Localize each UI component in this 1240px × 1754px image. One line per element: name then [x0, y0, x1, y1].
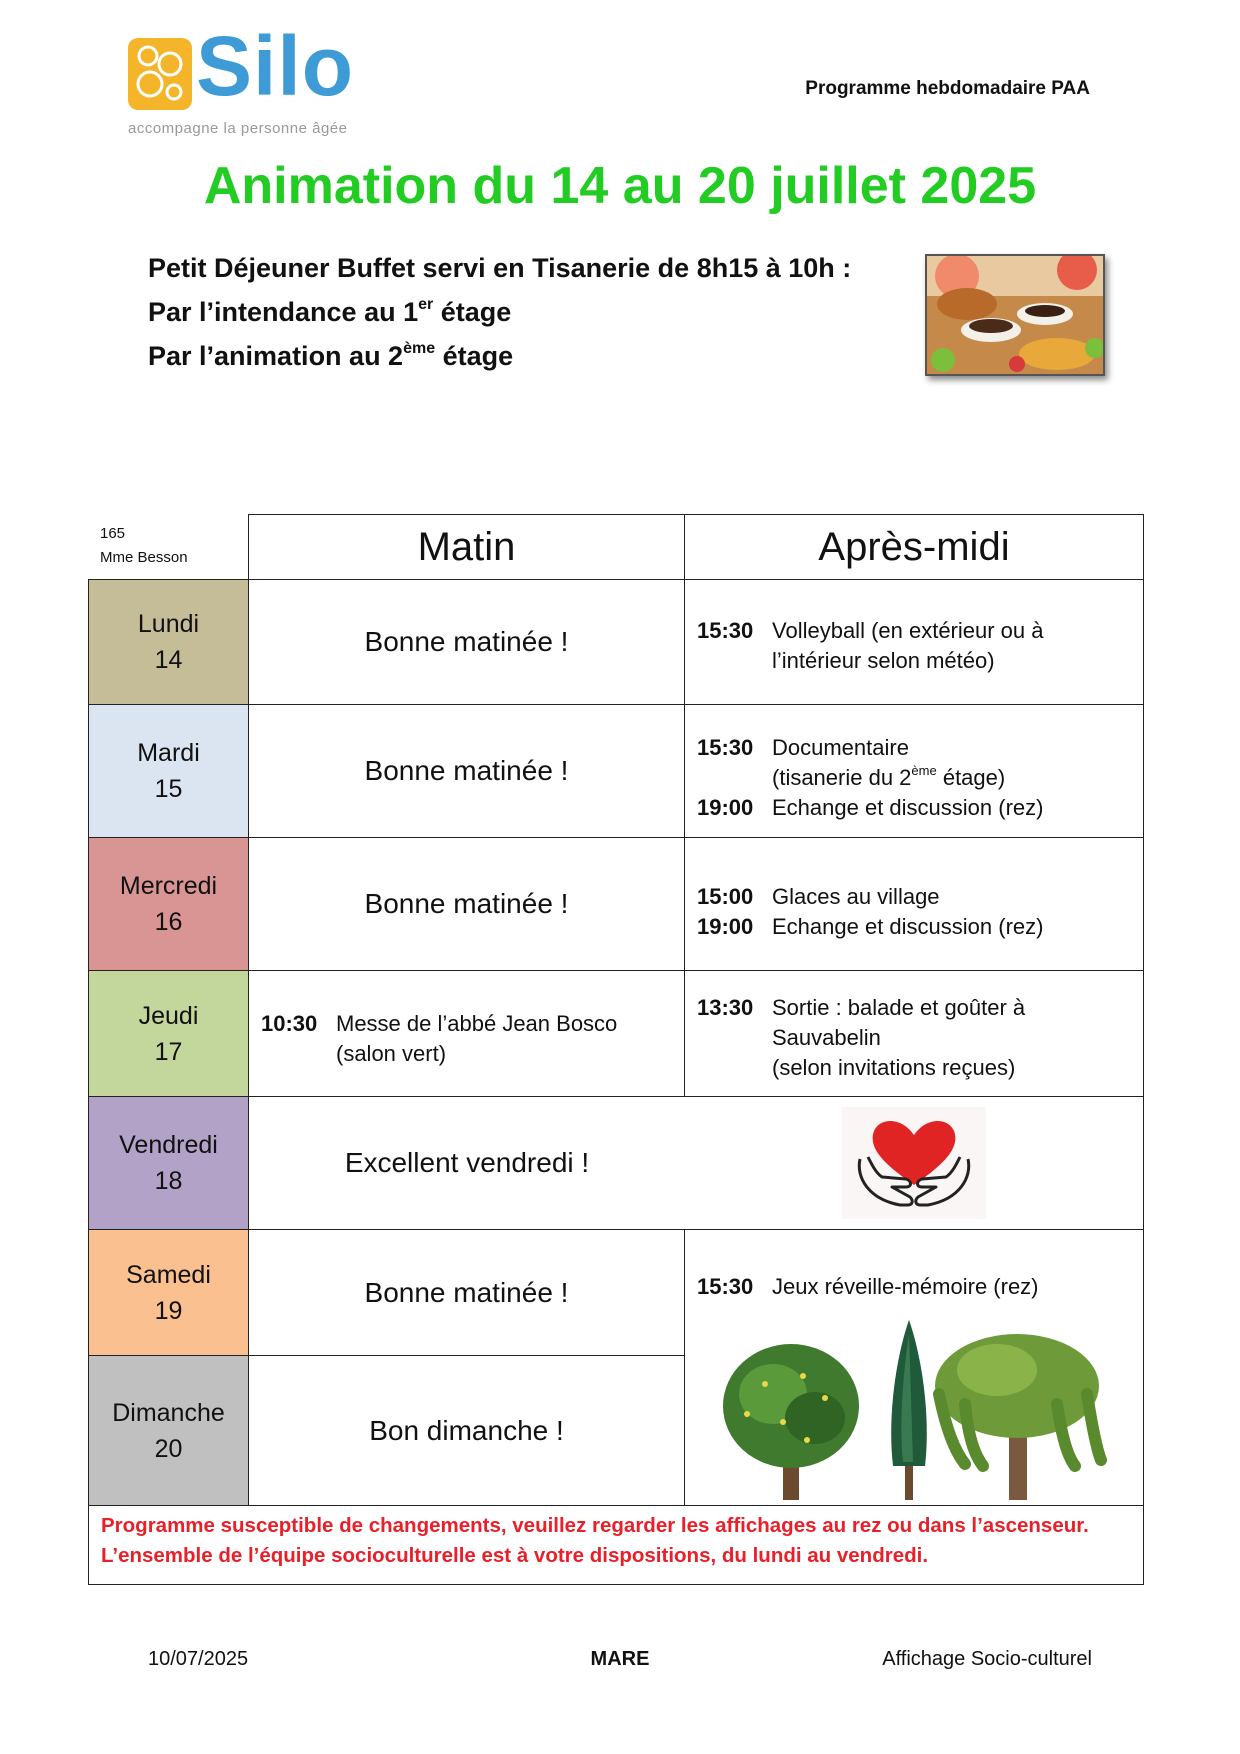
- monday-afternoon: [684, 579, 1144, 705]
- activity-time: 15:00: [697, 884, 754, 909]
- activity-time: 19:00: [697, 795, 754, 820]
- footer-center: MARE: [590, 1648, 650, 1670]
- activity-text: Sortie : balade et goûter à Sauvabelin (selon invitations reçues): [772, 995, 1026, 1080]
- activity-time: 19:00: [697, 914, 754, 939]
- day-name: Samedi: [126, 1260, 211, 1289]
- thursday-afternoon: [684, 970, 1144, 1097]
- logo-wordmark: Silo: [196, 19, 355, 113]
- meta-name: Mme Besson: [100, 549, 188, 566]
- weekend-afternoon: [684, 1229, 1144, 1506]
- meta-number: 165: [100, 525, 126, 542]
- saturday-morning: Bonne matinée !: [248, 1229, 685, 1356]
- day-cell-thursday: [88, 970, 249, 1097]
- logo-bubbles-icon: [128, 38, 192, 110]
- silo-logo: [128, 19, 388, 138]
- activity: [697, 733, 1143, 793]
- activity: [697, 1272, 1143, 1302]
- page-title: Animation du 14 au 20 juillet 2025: [203, 157, 1037, 215]
- day-name: Jeudi: [138, 1001, 199, 1030]
- trees-illustration: [707, 1314, 1119, 1500]
- day-number: 16: [154, 908, 183, 936]
- breakfast-line-1: Petit Déjeuner Buffet servi en Tisanerie de 8h15 à 10h :: [148, 253, 852, 283]
- breakfast-line-3: Par l’animation au 2ème étage: [148, 340, 514, 371]
- sunday-morning: Bon dimanche !: [248, 1355, 685, 1506]
- activity-text: Echange et discussion (rez): [772, 914, 1044, 939]
- activity-text: Echange et discussion (rez): [772, 795, 1044, 820]
- friday-all-day: [248, 1096, 1144, 1230]
- day-number: 18: [154, 1167, 183, 1195]
- day-number: 19: [154, 1296, 183, 1325]
- header-morning: Matin: [248, 514, 685, 580]
- activity-text: Jeux réveille-mémoire (rez): [772, 1274, 1039, 1299]
- table-meta: [100, 522, 188, 570]
- activity: [697, 793, 1143, 823]
- notice-line-2: L’ensemble de l’équipe socioculturelle est à votre dispositions, du lundi au vendredi.: [101, 1544, 929, 1567]
- footer-date: 10/07/2025: [148, 1648, 249, 1670]
- wednesday-morning: Bonne matinée !: [248, 837, 685, 971]
- day-name: Mardi: [137, 739, 200, 767]
- day-number: 17: [154, 1037, 183, 1066]
- day-cell-monday: [88, 579, 249, 705]
- day-cell-saturday: [88, 1229, 249, 1356]
- day-cell-wednesday: [88, 837, 249, 971]
- activity-text: Messe de l’abbé Jean Bosco (salon vert): [336, 1011, 618, 1066]
- day-number: 20: [154, 1434, 183, 1463]
- thursday-morning: [248, 970, 685, 1097]
- activity-text: Documentaire (tisanerie du 2ème étage): [772, 735, 1006, 790]
- day-cell-friday: [88, 1096, 249, 1230]
- activity: [697, 912, 1143, 942]
- day-name: Lundi: [137, 610, 200, 638]
- activity-time: 13:30: [697, 995, 754, 1020]
- activity: [697, 993, 1143, 1083]
- change-notice: [88, 1505, 1144, 1585]
- wednesday-afternoon: [684, 837, 1144, 971]
- day-number: 15: [154, 775, 183, 803]
- day-cell-sunday: [88, 1355, 249, 1506]
- footer-right: Affichage Socio-culturel: [882, 1648, 1092, 1670]
- activity: [697, 616, 1143, 676]
- breakfast-line-2: Par l’intendance au 1er étage: [148, 296, 512, 327]
- activity-text: Volleyball (en extérieur ou à l’intérieur selon météo): [772, 618, 1044, 673]
- breakfast-info: [148, 246, 851, 378]
- breakfast-photo: [925, 254, 1105, 376]
- notice-line-1: Programme susceptible de changements, veuillez regarder les affichages au rez ou dans l’ascenseur.: [101, 1514, 1089, 1537]
- activity: [261, 1009, 684, 1069]
- activity-time: 15:30: [697, 618, 754, 643]
- day-name: Dimanche: [112, 1398, 225, 1427]
- day-name: Mercredi: [119, 872, 218, 900]
- heart-hands-icon: [842, 1107, 986, 1219]
- monday-morning: Bonne matinée !: [248, 579, 685, 705]
- logo-tagline: accompagne la personne âgée: [128, 120, 348, 137]
- activity: [697, 882, 1143, 912]
- activity-time: 15:30: [697, 735, 754, 760]
- activity-time: 10:30: [261, 1011, 318, 1036]
- tuesday-afternoon: [684, 704, 1144, 838]
- day-cell-tuesday: [88, 704, 249, 838]
- activity-time: 15:30: [697, 1274, 754, 1299]
- header-afternoon: Après-midi: [684, 514, 1144, 580]
- day-name: Vendredi: [119, 1131, 218, 1159]
- program-label: Programme hebdomadaire PAA: [805, 78, 1090, 99]
- day-number: 14: [154, 646, 183, 674]
- activity-text: Glaces au village: [772, 884, 940, 909]
- friday-text: Excellent vendredi !: [344, 1146, 590, 1178]
- tuesday-morning: Bonne matinée !: [248, 704, 685, 838]
- saturday-afternoon: [685, 1230, 1143, 1302]
